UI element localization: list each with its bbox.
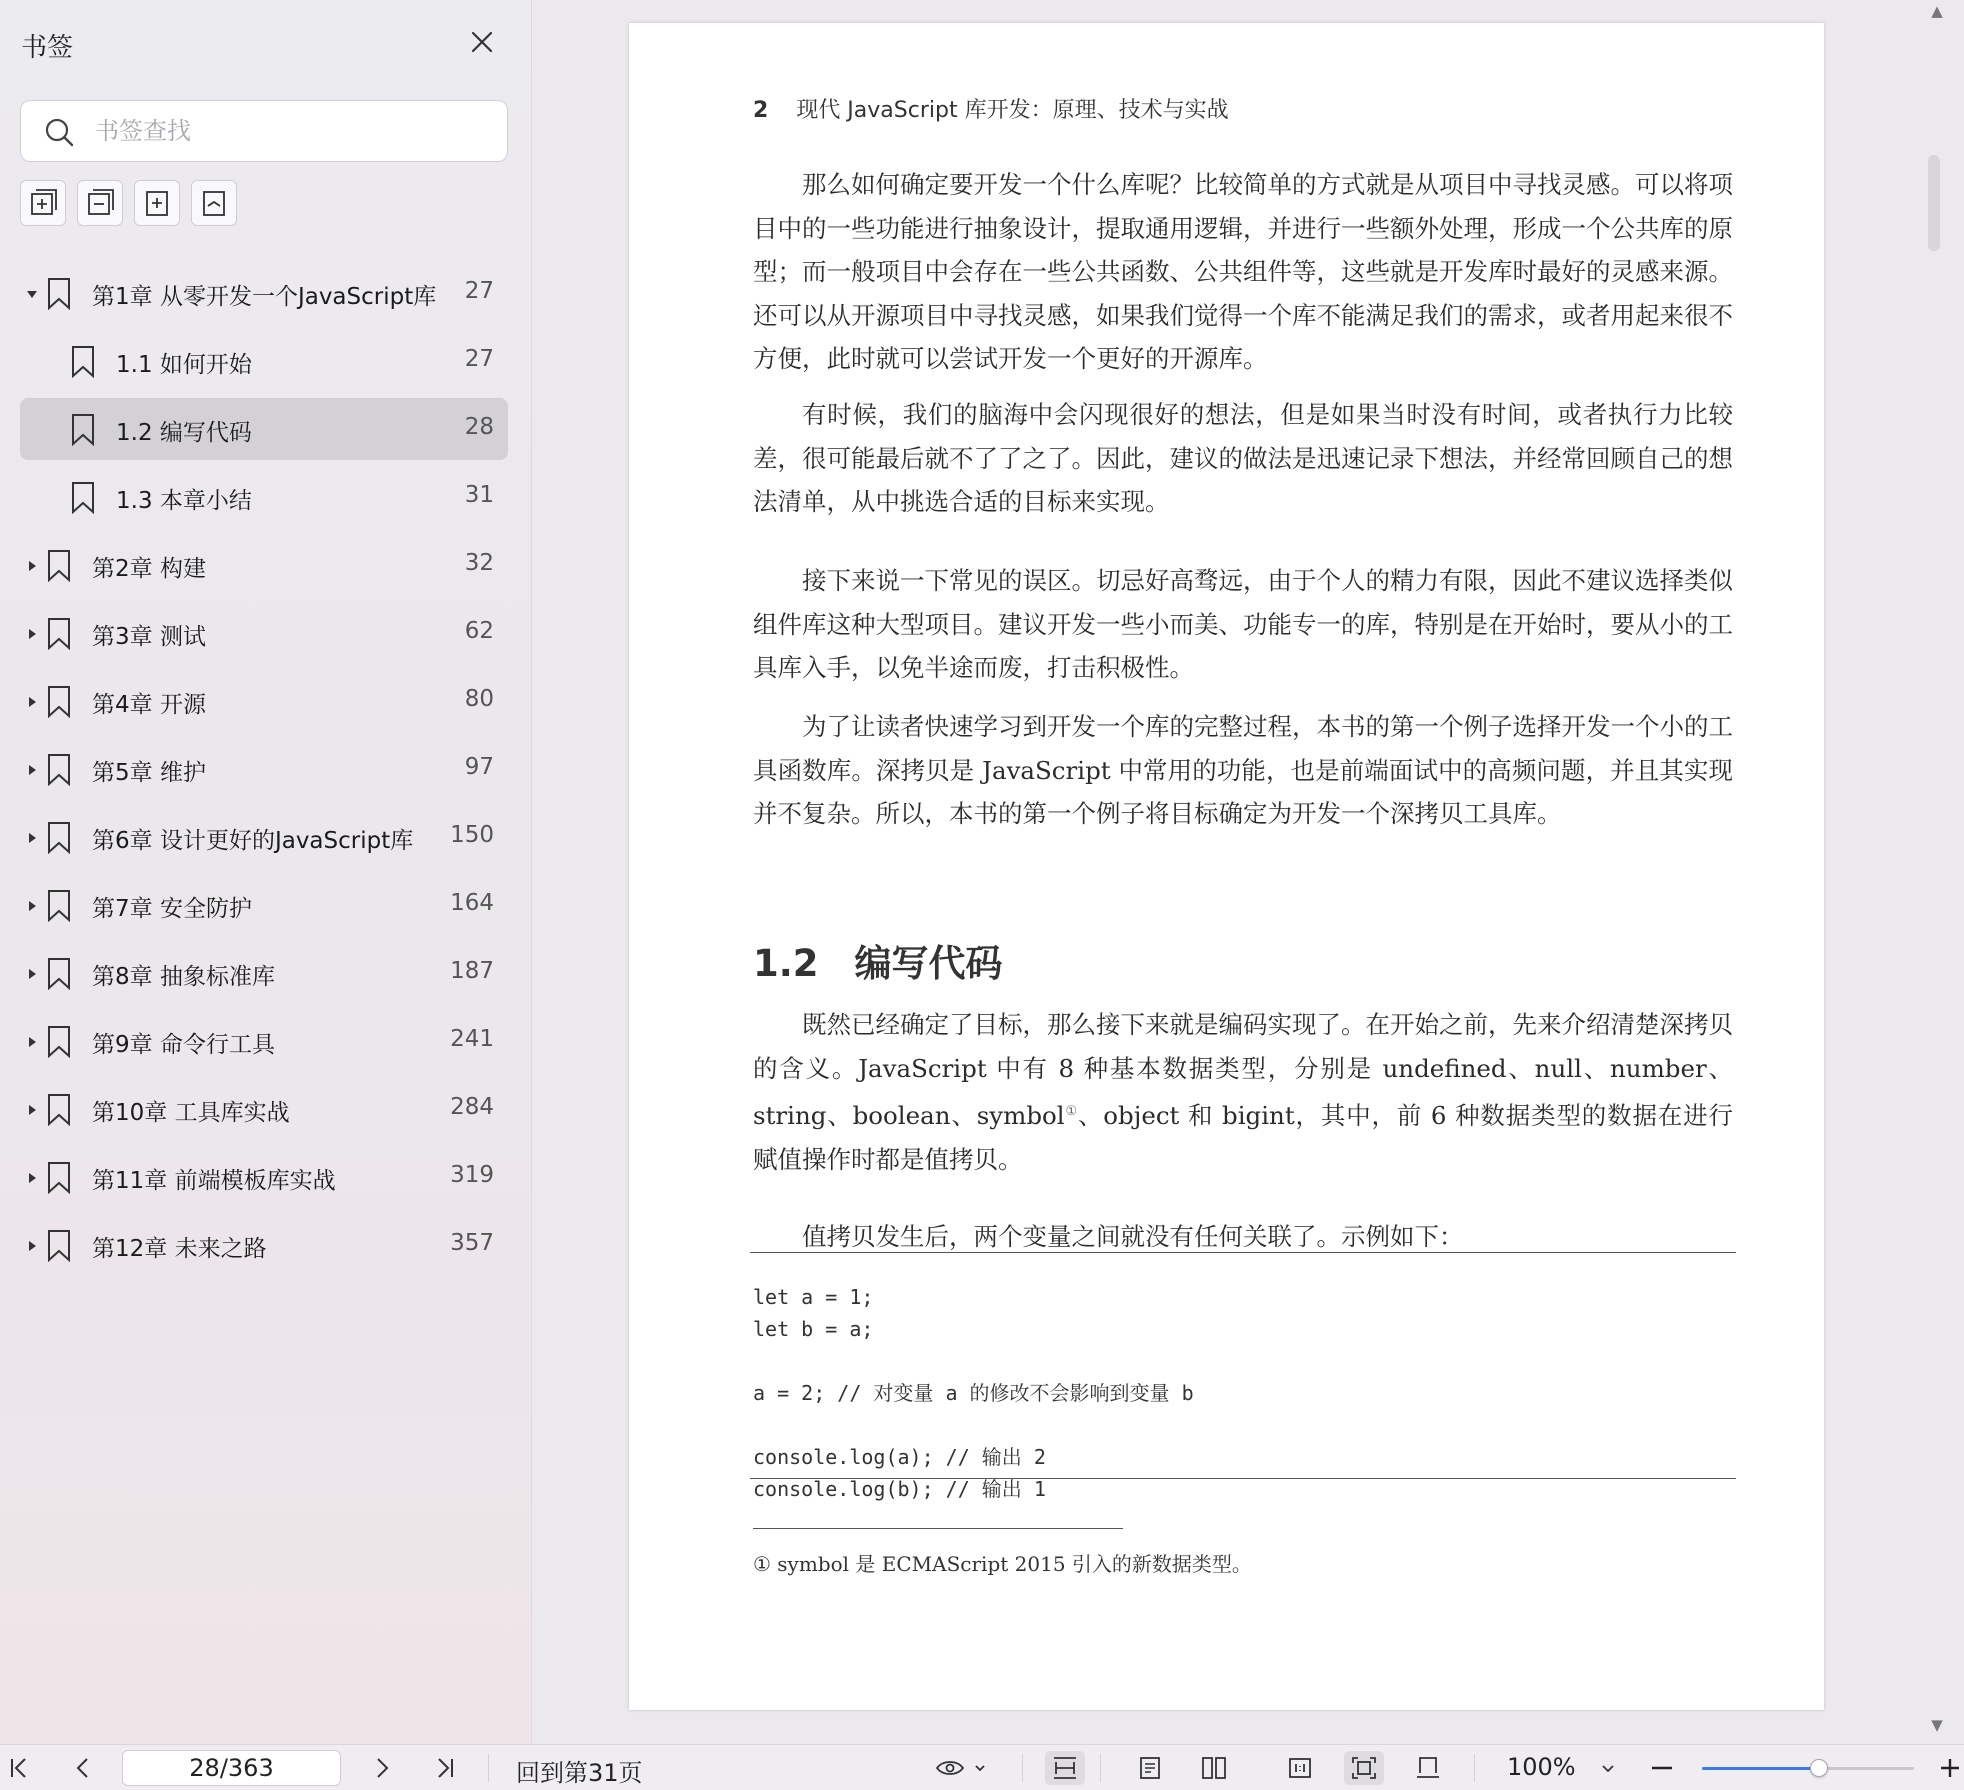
paragraph: 那么如何确定要开发一个什么库呢？比较简单的方式就是从项目中寻找灵感。可以将项目中的一些功能进行抽象设计，提取通用逻辑，并进行一些额外处理，形成一个公共库的原型；而一般项目中会存在一些公共函数、公共组件等，这些就是开发库时最好的灵感来源。还可以从开源项目中寻找灵感，如果我们觉得一个库不能满足我们的需求，或者用起来很不方便，此时就可以尝试开发一个更好的开源库。 — [753, 170, 1733, 373]
bookmark-item[interactable] — [20, 1214, 508, 1276]
bookmark-icon — [70, 413, 96, 446]
bookmark-item[interactable] — [20, 806, 508, 868]
single-page-icon[interactable] — [1130, 1751, 1170, 1785]
collapse-all-icon[interactable] — [77, 180, 123, 226]
bookmark-icon — [46, 889, 72, 922]
bookmark-page-number: 28 — [464, 414, 494, 440]
bookmark-icon — [46, 617, 72, 650]
bookmark-icon — [46, 277, 72, 310]
caret-right-icon[interactable] — [26, 762, 38, 776]
bookmark-page-number: 27 — [464, 278, 494, 304]
bookmark-icon — [46, 1025, 72, 1058]
bookmark-label: 1.2 编写代码 — [116, 420, 252, 446]
bookmark-item[interactable] — [20, 466, 508, 528]
bookmark-page-number: 31 — [464, 482, 494, 508]
section-heading — [753, 933, 1003, 987]
bookmark-label: 第4章 开源 — [92, 692, 206, 718]
caret-right-icon[interactable] — [26, 1034, 38, 1048]
two-page-icon[interactable] — [1194, 1751, 1234, 1785]
caret-right-icon[interactable] — [26, 830, 38, 844]
zoom-slider[interactable] — [1702, 1767, 1914, 1770]
bookmark-label: 第11章 前端模板库实战 — [92, 1168, 336, 1194]
bookmark-item[interactable] — [20, 1146, 508, 1208]
bookmark-icon — [46, 753, 72, 786]
bookmark-page-number: 164 — [450, 890, 494, 916]
separator — [1100, 1754, 1101, 1782]
paragraph: 有时候，我们的脑海中会闪现很好的想法，但是如果当时没有时间，或者执行力比较差，很可能最后就不了了之了。因此，建议的做法是迅速记录下想法，并经常回顾自己的想法清单，从中挑选合适的目标来实现。 — [753, 400, 1733, 516]
bookmark-label: 第10章 工具库实战 — [92, 1100, 290, 1126]
bookmark-item[interactable] — [20, 262, 508, 324]
bookmark-page-number: 241 — [450, 1026, 494, 1052]
paragraph-text: 、object 和 bigint，其中，前 6 种数据类型的数据在进行赋值操作时都是值拷贝。 — [753, 1101, 1734, 1174]
zoom-slider-handle[interactable] — [1810, 1759, 1828, 1777]
status-bar — [0, 1744, 1964, 1790]
separator — [1022, 1754, 1023, 1782]
document-page — [629, 23, 1824, 1710]
caret-right-icon[interactable] — [26, 898, 38, 912]
bookmark-label: 第8章 抽象标准库 — [92, 964, 275, 990]
bookmark-label: 第9章 命令行工具 — [92, 1032, 275, 1058]
code-block: let a = 1; let b = a; a = 2; // 对变量 a 的修改不会影响到变量 b console.log(a); // 输出 2 console.log(b); // 输出 1 — [753, 1285, 1194, 1501]
bookmark-sidebar — [0, 0, 532, 1744]
caret-right-icon[interactable] — [26, 626, 38, 640]
zoom-dropdown-icon[interactable] — [1596, 1751, 1620, 1785]
bookmark-label: 第5章 维护 — [92, 760, 206, 786]
previous-page-icon[interactable] — [68, 1751, 98, 1785]
bookmark-icon — [46, 1093, 72, 1126]
paragraph: 为了让读者快速学习到开发一个库的完整过程，本书的第一个例子选择开发一个小的工具函数库。深拷贝是 JavaScript 中常用的功能，也是前端面试中的高频问题，并且其实现并不复杂。所以，本书的第一个例子将目标确定为开发一个深拷贝工具库。 — [753, 712, 1733, 828]
paragraph: 接下来说一下常见的误区。切忌好高骛远，由于个人的精力有限，因此不建议选择类似组件库这种大型项目。建议开发一些小而美、功能专一的库，特别是在开始时，要从小的工具库入手，以免半途而废，打击积极性。 — [753, 566, 1733, 682]
bookmark-page-number: 62 — [464, 618, 494, 644]
zoom-out-icon[interactable] — [1646, 1751, 1678, 1785]
bookmark-icon — [46, 549, 72, 582]
bookmark-icon — [70, 481, 96, 514]
bookmark-page-number: 80 — [464, 686, 494, 712]
sidebar-title: 书签 — [21, 33, 74, 63]
bookmark-label: 第2章 构建 — [92, 556, 206, 582]
paragraph-text: 既然已经确定了目标，那么接下来就是编码实现了。在开始之前，先来介绍清楚深拷贝的含义。JavaScript 中有 8 种基本数据类型，分别是 undefined、null、number、string、boolean、symbol — [753, 1010, 1733, 1131]
separator — [1474, 1754, 1475, 1782]
bookmark-icon — [46, 1161, 72, 1194]
bookmark-page-number: 357 — [450, 1230, 494, 1256]
bookmark-page-number: 97 — [464, 754, 494, 780]
close-icon[interactable] — [466, 26, 498, 58]
read-mode-dropdown[interactable] — [932, 1751, 992, 1785]
bookmark-icon — [46, 685, 72, 718]
return-to-page-link[interactable]: 回到第31页 — [516, 1759, 643, 1787]
fit-page-icon[interactable] — [1344, 1751, 1384, 1785]
section-title: 编写代码 — [854, 942, 1003, 985]
bookmark-page-number: 32 — [464, 550, 494, 576]
bookmark-item[interactable] — [20, 1078, 508, 1140]
bookmark-item[interactable] — [20, 330, 508, 392]
running-header — [753, 93, 1229, 124]
code-top-rule — [750, 1252, 1736, 1253]
paragraph — [753, 1003, 1733, 1181]
expand-all-icon[interactable] — [20, 180, 66, 226]
header-book-title: 现代 JavaScript 库开发：原理、技术与实战 — [796, 98, 1229, 123]
footnote-rule — [753, 1528, 1123, 1529]
bookmark-page-number: 187 — [450, 958, 494, 984]
page-view-icon[interactable] — [1408, 1751, 1448, 1785]
bookmark-item[interactable] — [20, 874, 508, 936]
bookmark-label: 第7章 安全防护 — [92, 896, 252, 922]
bookmark-icon — [46, 821, 72, 854]
footnote: ① symbol 是 ECMAScript 2015 引入的新数据类型。 — [753, 1552, 1252, 1576]
code-bottom-rule — [750, 1478, 1736, 1479]
caret-right-icon[interactable] — [26, 1238, 38, 1252]
scroll-down-arrow-icon[interactable]: ▼ — [1931, 1716, 1943, 1734]
bookmark-label: 第12章 未来之路 — [92, 1236, 267, 1262]
bookmark-icon — [70, 345, 96, 378]
bookmark-icon[interactable] — [191, 180, 237, 226]
bookmark-page-number: 319 — [450, 1162, 494, 1188]
bookmark-label: 1.1 如何开始 — [116, 352, 252, 378]
fit-width-icon[interactable] — [1045, 1751, 1085, 1785]
zoom-in-icon[interactable] — [1936, 1751, 1964, 1785]
bookmark-search-input[interactable] — [95, 111, 495, 151]
zoom-slider-fill — [1702, 1767, 1819, 1770]
vertical-scrollbar-thumb[interactable] — [1928, 155, 1940, 251]
next-page-icon[interactable] — [367, 1751, 397, 1785]
caret-right-icon[interactable] — [26, 966, 38, 980]
last-page-icon[interactable] — [430, 1751, 460, 1785]
bookmark-search-box[interactable] — [20, 100, 508, 162]
bookmark-page-number: 27 — [464, 346, 494, 372]
caret-down-icon[interactable] — [26, 286, 38, 300]
bookmark-item[interactable] — [20, 534, 508, 596]
bookmark-item[interactable] — [20, 1010, 508, 1072]
scroll-up-arrow-icon[interactable]: ▲ — [1931, 2, 1943, 20]
paragraph: 值拷贝发生后，两个变量之间就没有任何关联了。示例如下： — [802, 1222, 1464, 1251]
search-icon — [43, 116, 75, 148]
caret-right-icon[interactable] — [26, 1170, 38, 1184]
actual-size-icon[interactable] — [1280, 1751, 1320, 1785]
bookmark-page-number: 284 — [450, 1094, 494, 1120]
caret-right-icon[interactable] — [26, 558, 38, 572]
bookmark-item[interactable] — [20, 738, 508, 800]
bookmark-label: 第1章 从零开发一个JavaScript库 — [92, 284, 437, 310]
bookmark-label: 第6章 设计更好的JavaScript库 — [92, 828, 414, 854]
bookmark-label: 第3章 测试 — [92, 624, 206, 650]
bookmark-page-number: 150 — [450, 822, 494, 848]
caret-right-icon[interactable] — [26, 1102, 38, 1116]
bookmark-item[interactable] — [20, 398, 508, 460]
bookmark-toolbar — [20, 180, 237, 226]
bookmark-item[interactable] — [20, 670, 508, 732]
bookmark-label: 1.3 本章小结 — [116, 488, 252, 514]
add-bookmark-icon[interactable] — [134, 180, 180, 226]
footnote-marker[interactable]: ① — [1064, 1104, 1078, 1119]
first-page-icon[interactable] — [4, 1751, 34, 1785]
page-number-input[interactable] — [122, 1750, 341, 1786]
header-page-number: 2 — [753, 98, 769, 123]
bookmark-icon — [46, 1229, 72, 1262]
bookmark-item[interactable] — [20, 602, 508, 664]
caret-right-icon[interactable] — [26, 694, 38, 708]
bookmark-icon — [46, 957, 72, 990]
zoom-level[interactable]: 100% — [1507, 1753, 1576, 1781]
bookmark-item[interactable] — [20, 942, 508, 1004]
section-number: 1.2 — [753, 942, 819, 985]
separator — [488, 1754, 489, 1782]
